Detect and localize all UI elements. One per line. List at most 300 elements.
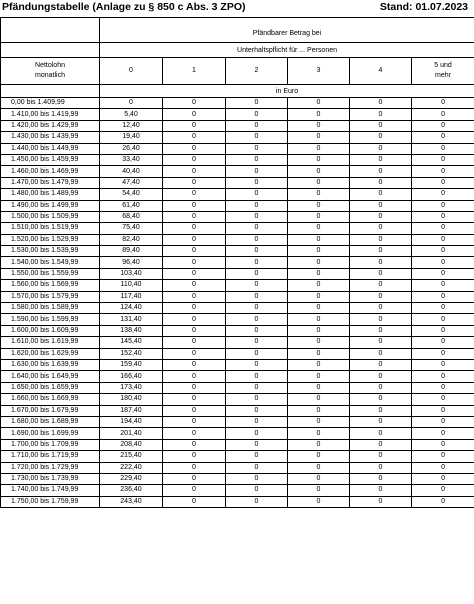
table-row [1, 496, 474, 507]
table-row [1, 405, 474, 416]
amount-cell: 0 [163, 257, 226, 268]
amount-cell: 0 [412, 280, 474, 291]
amount-cell: 0 [412, 428, 474, 439]
income-range-cell: 1.510,00 bis 1.519,99 [1, 223, 100, 234]
amount-cell: 0 [163, 485, 226, 496]
table-row [1, 143, 474, 154]
amount-cell: 194,40 [100, 416, 163, 427]
amount-cell: 0 [163, 439, 226, 450]
amount-cell: 0 [412, 246, 474, 257]
amount-cell: 0 [350, 371, 412, 382]
amount-cell: 0 [226, 496, 288, 507]
amount-cell: 0 [412, 359, 474, 370]
amount-cell: 0 [226, 462, 288, 473]
income-range-cell: 1.610,00 bis 1.619,99 [1, 337, 100, 348]
amount-cell: 0 [288, 120, 350, 131]
income-range-cell: 1.590,00 bis 1.599,99 [1, 314, 100, 325]
amount-cell: 0 [412, 143, 474, 154]
col-header-1: 1 [163, 58, 226, 85]
amount-cell: 0 [226, 394, 288, 405]
amount-cell: 0 [412, 223, 474, 234]
income-range-cell: 1.700,00 bis 1.709,99 [1, 439, 100, 450]
garnishment-table-container [0, 17, 474, 604]
amount-cell: 0 [288, 496, 350, 507]
title-bar [0, 0, 474, 17]
amount-cell: 0 [350, 109, 412, 120]
amount-cell: 0 [288, 473, 350, 484]
amount-cell: 0 [288, 485, 350, 496]
income-range-cell: 1.710,00 bis 1.719,99 [1, 451, 100, 462]
amount-cell: 0 [163, 246, 226, 257]
amount-cell: 26,40 [100, 143, 163, 154]
amount-cell: 0 [350, 268, 412, 279]
table-row [1, 154, 474, 165]
amount-cell: 0 [163, 473, 226, 484]
amount-cell: 0 [226, 200, 288, 211]
income-range-cell: 1.660,00 bis 1.669,99 [1, 394, 100, 405]
table-row [1, 382, 474, 393]
amount-cell: 0 [163, 314, 226, 325]
amount-cell: 0 [226, 348, 288, 359]
amount-cell: 145,40 [100, 337, 163, 348]
amount-cell: 0 [350, 120, 412, 131]
amount-cell: 0 [163, 154, 226, 165]
amount-cell: 0 [350, 496, 412, 507]
income-range-cell: 1.550,00 bis 1.559,99 [1, 268, 100, 279]
amount-cell: 0 [350, 143, 412, 154]
amount-cell: 54,40 [100, 189, 163, 200]
amount-cell: 61,40 [100, 200, 163, 211]
col-header-4: 4 [350, 58, 412, 85]
unit-spacer [1, 85, 100, 98]
income-range-cell: 1.650,00 bis 1.659,99 [1, 382, 100, 393]
table-row [1, 189, 474, 200]
amount-cell: 110,40 [100, 280, 163, 291]
amount-cell: 0 [350, 473, 412, 484]
amount-cell: 0 [288, 154, 350, 165]
amount-cell: 0 [412, 473, 474, 484]
amount-cell: 0 [350, 177, 412, 188]
income-range-cell: 1.560,00 bis 1.569,99 [1, 280, 100, 291]
income-range-cell: 1.480,00 bis 1.489,99 [1, 189, 100, 200]
group-header-line1: Pfändbarer Betrag bei [100, 18, 474, 43]
amount-cell: 0 [226, 325, 288, 336]
amount-cell: 0 [100, 98, 163, 109]
table-row [1, 314, 474, 325]
amount-cell: 0 [288, 416, 350, 427]
amount-cell: 68,40 [100, 211, 163, 222]
amount-cell: 0 [288, 382, 350, 393]
amount-cell: 152,40 [100, 348, 163, 359]
amount-cell: 0 [288, 98, 350, 109]
income-range-cell: 1.730,00 bis 1.739,99 [1, 473, 100, 484]
table-row [1, 371, 474, 382]
amount-cell: 0 [412, 405, 474, 416]
amount-cell: 0 [412, 451, 474, 462]
table-row [1, 132, 474, 143]
amount-cell: 0 [163, 348, 226, 359]
unit-label: in Euro [100, 85, 474, 98]
amount-cell: 0 [412, 416, 474, 427]
amount-cell: 0 [163, 325, 226, 336]
amount-cell: 0 [226, 166, 288, 177]
amount-cell: 0 [288, 132, 350, 143]
amount-cell: 0 [412, 337, 474, 348]
amount-cell: 0 [226, 246, 288, 257]
table-row [1, 348, 474, 359]
table-row [1, 439, 474, 450]
table-row [1, 291, 474, 302]
amount-cell: 0 [226, 98, 288, 109]
amount-cell: 0 [288, 303, 350, 314]
amount-cell: 0 [350, 98, 412, 109]
amount-cell: 0 [350, 154, 412, 165]
amount-cell: 0 [412, 120, 474, 131]
amount-cell: 0 [163, 234, 226, 245]
col-header-5-line2: mehr [435, 72, 451, 79]
amount-cell: 0 [412, 382, 474, 393]
amount-cell: 0 [226, 120, 288, 131]
amount-cell: 0 [350, 291, 412, 302]
income-range-cell: 1.570,00 bis 1.579,99 [1, 291, 100, 302]
amount-cell: 103,40 [100, 268, 163, 279]
table-row [1, 394, 474, 405]
amount-cell: 0 [288, 371, 350, 382]
amount-cell: 0 [350, 337, 412, 348]
amount-cell: 0 [412, 154, 474, 165]
amount-cell: 0 [226, 473, 288, 484]
table-row [1, 303, 474, 314]
group-header-line2: Unterhaltspflicht für ... Personen [100, 43, 474, 58]
amount-cell: 0 [288, 462, 350, 473]
amount-cell: 0 [288, 439, 350, 450]
amount-cell: 19,40 [100, 132, 163, 143]
amount-cell: 0 [412, 303, 474, 314]
amount-cell: 0 [288, 268, 350, 279]
amount-cell: 201,40 [100, 428, 163, 439]
amount-cell: 0 [226, 154, 288, 165]
amount-cell: 0 [350, 462, 412, 473]
amount-cell: 0 [163, 200, 226, 211]
amount-cell: 0 [350, 416, 412, 427]
table-row [1, 109, 474, 120]
amount-cell: 0 [412, 211, 474, 222]
amount-cell: 0 [350, 223, 412, 234]
amount-cell: 0 [163, 451, 226, 462]
amount-cell: 0 [288, 109, 350, 120]
amount-cell: 0 [163, 405, 226, 416]
table-row [1, 485, 474, 496]
amount-cell: 0 [412, 325, 474, 336]
amount-cell: 0 [226, 211, 288, 222]
first-col-header-line1: Nettolohn [35, 62, 65, 69]
col-header-2: 2 [226, 58, 288, 85]
income-range-cell: 1.490,00 bis 1.499,99 [1, 200, 100, 211]
amount-cell: 0 [350, 394, 412, 405]
amount-cell: 0 [163, 98, 226, 109]
amount-cell: 0 [412, 234, 474, 245]
table-row [1, 98, 474, 109]
income-range-cell: 1.720,00 bis 1.729,99 [1, 462, 100, 473]
amount-cell: 208,40 [100, 439, 163, 450]
amount-cell: 0 [288, 280, 350, 291]
amount-cell: 0 [350, 439, 412, 450]
income-range-cell: 1.470,00 bis 1.479,99 [1, 177, 100, 188]
amount-cell: 0 [412, 200, 474, 211]
amount-cell: 0 [226, 280, 288, 291]
table-row [1, 223, 474, 234]
amount-cell: 0 [350, 382, 412, 393]
amount-cell: 0 [350, 405, 412, 416]
amount-cell: 0 [226, 291, 288, 302]
amount-cell: 0 [226, 132, 288, 143]
amount-cell: 0 [412, 166, 474, 177]
amount-cell: 0 [288, 405, 350, 416]
amount-cell: 0 [350, 189, 412, 200]
amount-cell: 0 [412, 257, 474, 268]
amount-cell: 0 [163, 177, 226, 188]
amount-cell: 0 [226, 371, 288, 382]
amount-cell: 0 [412, 485, 474, 496]
income-range-cell: 1.460,00 bis 1.469,99 [1, 166, 100, 177]
amount-cell: 47,40 [100, 177, 163, 188]
amount-cell: 138,40 [100, 325, 163, 336]
table-row [1, 337, 474, 348]
col-header-5-plus [412, 58, 474, 85]
amount-cell: 159,40 [100, 359, 163, 370]
income-range-cell: 1.690,00 bis 1.699,99 [1, 428, 100, 439]
amount-cell: 0 [163, 280, 226, 291]
amount-cell: 89,40 [100, 246, 163, 257]
amount-cell: 0 [412, 314, 474, 325]
income-range-cell: 1.580,00 bis 1.589,99 [1, 303, 100, 314]
amount-cell: 0 [350, 325, 412, 336]
amount-cell: 0 [412, 291, 474, 302]
table-row [1, 177, 474, 188]
amount-cell: 0 [288, 428, 350, 439]
amount-cell: 96,40 [100, 257, 163, 268]
amount-cell: 0 [288, 394, 350, 405]
amount-cell: 0 [350, 303, 412, 314]
amount-cell: 0 [288, 257, 350, 268]
income-range-cell: 1.440,00 bis 1.449,99 [1, 143, 100, 154]
amount-cell: 40,40 [100, 166, 163, 177]
garnishment-table [0, 17, 474, 508]
table-row [1, 120, 474, 131]
amount-cell: 0 [163, 268, 226, 279]
corner-cell-2 [1, 43, 100, 58]
amount-cell: 215,40 [100, 451, 163, 462]
amount-cell: 0 [163, 291, 226, 302]
amount-cell: 0 [226, 257, 288, 268]
amount-cell: 0 [226, 234, 288, 245]
amount-cell: 0 [288, 325, 350, 336]
amount-cell: 12,40 [100, 120, 163, 131]
amount-cell: 0 [226, 177, 288, 188]
amount-cell: 0 [288, 166, 350, 177]
amount-cell: 0 [226, 405, 288, 416]
table-row [1, 451, 474, 462]
amount-cell: 0 [226, 359, 288, 370]
income-range-cell: 1.680,00 bis 1.689,99 [1, 416, 100, 427]
table-row [1, 211, 474, 222]
amount-cell: 180,40 [100, 394, 163, 405]
amount-cell: 0 [226, 189, 288, 200]
amount-cell: 0 [163, 416, 226, 427]
amount-cell: 0 [412, 496, 474, 507]
table-row [1, 280, 474, 291]
income-range-cell: 1.420,00 bis 1.429,99 [1, 120, 100, 131]
amount-cell: 0 [163, 394, 226, 405]
col-header-3: 3 [288, 58, 350, 85]
table-row [1, 166, 474, 177]
amount-cell: 0 [288, 337, 350, 348]
table-row [1, 462, 474, 473]
amount-cell: 0 [350, 211, 412, 222]
amount-cell: 0 [350, 451, 412, 462]
table-row [1, 200, 474, 211]
amount-cell: 0 [226, 303, 288, 314]
amount-cell: 0 [350, 314, 412, 325]
table-row [1, 416, 474, 427]
first-col-header-line2: monatlich [35, 72, 65, 79]
amount-cell: 187,40 [100, 405, 163, 416]
amount-cell: 0 [163, 223, 226, 234]
amount-cell: 0 [163, 303, 226, 314]
table-row [1, 234, 474, 245]
amount-cell: 5,40 [100, 109, 163, 120]
amount-cell: 0 [163, 462, 226, 473]
amount-cell: 0 [163, 189, 226, 200]
table-row [1, 359, 474, 370]
amount-cell: 0 [412, 462, 474, 473]
amount-cell: 0 [412, 394, 474, 405]
amount-cell: 0 [163, 109, 226, 120]
amount-cell: 0 [412, 439, 474, 450]
table-row [1, 473, 474, 484]
page-title: Pfändungstabelle (Anlage zu § 850 c Abs. 3 ZPO) [2, 1, 246, 13]
amount-cell: 0 [288, 234, 350, 245]
amount-cell: 0 [288, 143, 350, 154]
income-range-cell: 1.670,00 bis 1.679,99 [1, 405, 100, 416]
col-header-5-line1: 5 und [434, 62, 452, 69]
amount-cell: 0 [412, 132, 474, 143]
income-range-cell: 0,00 bis 1.409,99 [1, 98, 100, 109]
income-range-cell: 1.450,00 bis 1.459,99 [1, 154, 100, 165]
amount-cell: 0 [226, 314, 288, 325]
amount-cell: 82,40 [100, 234, 163, 245]
amount-cell: 0 [163, 166, 226, 177]
stand-date: Stand: 01.07.2023 [379, 1, 468, 13]
amount-cell: 0 [163, 359, 226, 370]
amount-cell: 0 [226, 485, 288, 496]
amount-cell: 0 [226, 109, 288, 120]
amount-cell: 0 [163, 120, 226, 131]
amount-cell: 0 [163, 143, 226, 154]
corner-cell [1, 18, 100, 43]
amount-cell: 0 [163, 428, 226, 439]
table-row [1, 428, 474, 439]
amount-cell: 0 [226, 382, 288, 393]
col-header-0: 0 [100, 58, 163, 85]
amount-cell: 0 [350, 485, 412, 496]
amount-cell: 0 [350, 246, 412, 257]
income-range-cell: 1.620,00 bis 1.629,99 [1, 348, 100, 359]
amount-cell: 0 [350, 280, 412, 291]
table-body [1, 18, 474, 508]
amount-cell: 33,40 [100, 154, 163, 165]
amount-cell: 0 [350, 428, 412, 439]
amount-cell: 0 [288, 177, 350, 188]
income-range-cell: 1.750,00 bis 1.759,99 [1, 496, 100, 507]
amount-cell: 222,40 [100, 462, 163, 473]
income-range-cell: 1.540,00 bis 1.549,99 [1, 257, 100, 268]
amount-cell: 124,40 [100, 303, 163, 314]
table-row [1, 325, 474, 336]
income-range-cell: 1.410,00 bis 1.419,99 [1, 109, 100, 120]
income-range-cell: 1.600,00 bis 1.609,99 [1, 325, 100, 336]
amount-cell: 243,40 [100, 496, 163, 507]
income-range-cell: 1.740,00 bis 1.749,99 [1, 485, 100, 496]
amount-cell: 0 [288, 359, 350, 370]
amount-cell: 75,40 [100, 223, 163, 234]
amount-cell: 0 [350, 359, 412, 370]
amount-cell: 0 [288, 314, 350, 325]
amount-cell: 0 [226, 451, 288, 462]
amount-cell: 0 [163, 496, 226, 507]
amount-cell: 0 [288, 246, 350, 257]
income-range-cell: 1.630,00 bis 1.639,99 [1, 359, 100, 370]
table-row [1, 268, 474, 279]
amount-cell: 0 [350, 200, 412, 211]
amount-cell: 131,40 [100, 314, 163, 325]
amount-cell: 0 [226, 416, 288, 427]
amount-cell: 0 [350, 348, 412, 359]
amount-cell: 0 [163, 211, 226, 222]
amount-cell: 0 [226, 223, 288, 234]
amount-cell: 0 [288, 291, 350, 302]
amount-cell: 166,40 [100, 371, 163, 382]
amount-cell: 0 [350, 132, 412, 143]
amount-cell: 0 [163, 337, 226, 348]
amount-cell: 0 [288, 200, 350, 211]
amount-cell: 0 [163, 132, 226, 143]
income-range-cell: 1.530,00 bis 1.539,99 [1, 246, 100, 257]
first-col-header [1, 58, 100, 85]
amount-cell: 0 [412, 348, 474, 359]
amount-cell: 0 [226, 428, 288, 439]
amount-cell: 0 [412, 371, 474, 382]
amount-cell: 0 [288, 451, 350, 462]
amount-cell: 0 [350, 234, 412, 245]
amount-cell: 0 [350, 257, 412, 268]
amount-cell: 0 [288, 211, 350, 222]
amount-cell: 0 [226, 439, 288, 450]
amount-cell: 0 [350, 166, 412, 177]
table-row [1, 257, 474, 268]
amount-cell: 0 [163, 371, 226, 382]
amount-cell: 117,40 [100, 291, 163, 302]
income-range-cell: 1.640,00 bis 1.649,99 [1, 371, 100, 382]
table-row [1, 246, 474, 257]
amount-cell: 0 [412, 177, 474, 188]
income-range-cell: 1.430,00 bis 1.439,99 [1, 132, 100, 143]
amount-cell: 0 [288, 348, 350, 359]
amount-cell: 0 [226, 337, 288, 348]
amount-cell: 0 [412, 109, 474, 120]
amount-cell: 0 [226, 143, 288, 154]
amount-cell: 0 [288, 223, 350, 234]
